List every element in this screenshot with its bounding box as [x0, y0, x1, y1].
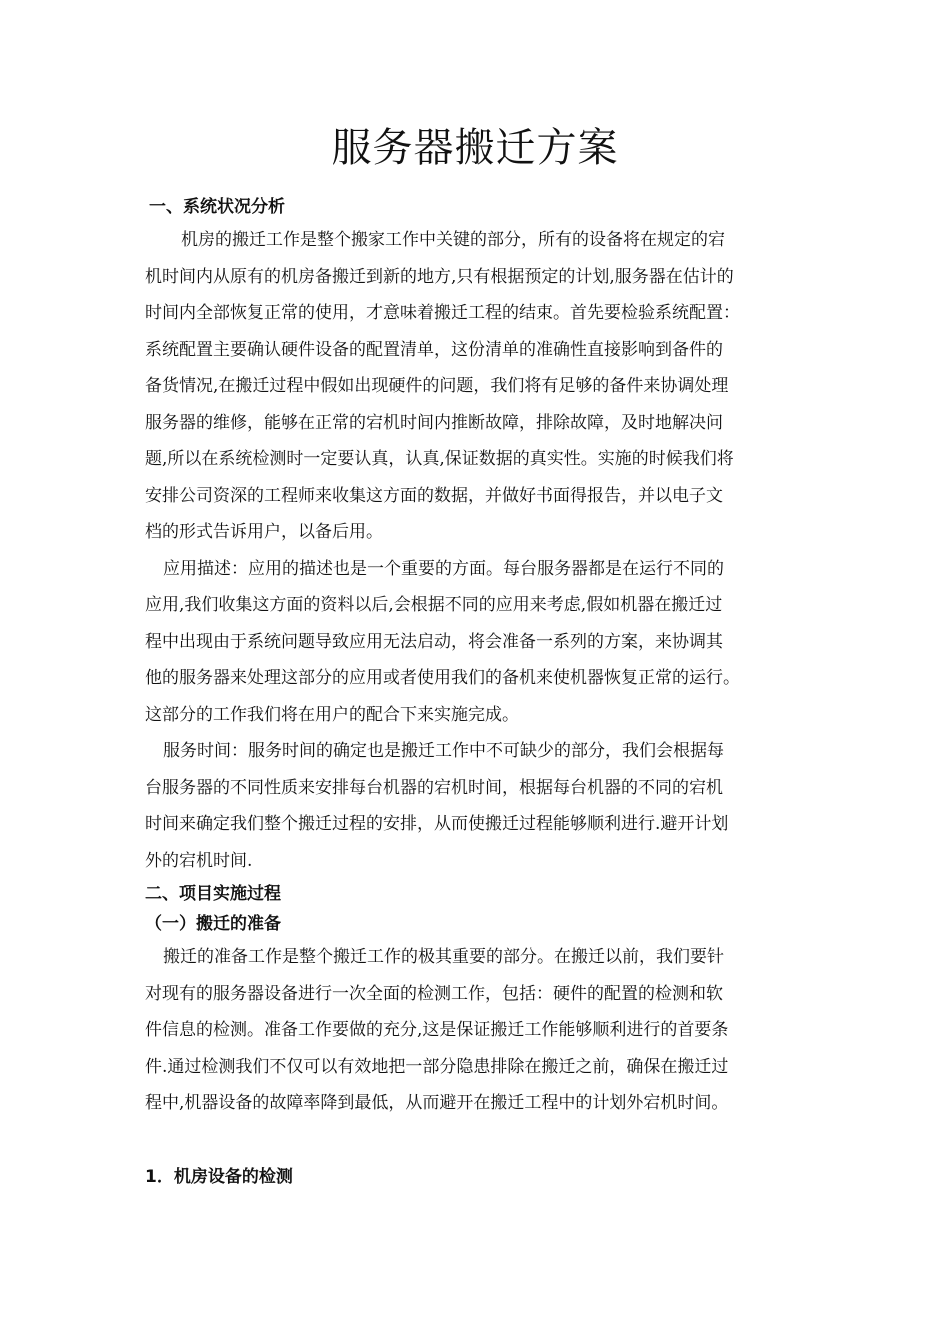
paragraph-line: 搬迁的准备工作是整个搬迁工作的极其重要的部分。在搬迁以前，我们要针: [163, 947, 724, 967]
section-heading-implementation: 二、项目实施过程: [145, 884, 281, 904]
paragraph-line: 机时间内从原有的机房备搬迁到新的地方,只有根据预定的计划,服务器在估计的: [145, 266, 734, 287]
document-body: [145, 192, 810, 1192]
paragraph-preparation: [145, 939, 810, 1122]
paragraph-line: 时间内全部恢复正常的使用，才意味着搬迁工程的结束。首先要检验系统配置：: [145, 303, 740, 323]
paragraph-line: 件.通过检测我们不仅可以有效地把一部分隐患排除在搬迁之前，确保在搬迁过: [145, 1056, 729, 1077]
paragraph-line: 台服务器的不同性质来安排每台机器的宕机时间，根据每台机器的不同的宕机: [145, 777, 723, 798]
paragraph-application-description: [145, 551, 810, 734]
paragraph-service-time: [145, 733, 810, 879]
subsection-heading-preparation: （一）搬迁的准备: [145, 914, 281, 934]
paragraph-line: 机房的搬迁工作是整个搬家工作中关键的部分，所有的设备将在规定的宕: [181, 230, 725, 250]
paragraph-line: 服务器的维修，能够在正常的宕机时间内推断故障，排除故障，及时地解决问: [145, 412, 723, 433]
document-title: 服务器搬迁方案: [331, 125, 619, 171]
paragraph-line: 他的服务器来处理这部分的应用或者使用我们的备机来使机器恢复正常的运行。: [145, 668, 740, 688]
paragraph-line: 应用,我们收集这方面的资料以后,会根据不同的应用来考虑,假如机器在搬迁过: [145, 595, 723, 615]
paragraph-line: 题,所以在系统检测时一定要认真，认真,保证数据的真实性。实施的时候我们将: [145, 449, 734, 469]
spacer: [145, 1122, 810, 1162]
paragraph-line: 这部分的工作我们将在用户的配合下来实施完成。: [145, 704, 519, 725]
section-heading-system-analysis: 一、系统状况分析: [149, 197, 285, 217]
item-heading-equipment-inspection: 1．机房设备的检测: [145, 1166, 293, 1187]
paragraph-line: 服务时间：服务时间的确定也是搬迁工作中不可缺少的部分，我们会根据每: [163, 741, 724, 761]
paragraph-line: 档的形式告诉用户，以备后用。: [145, 522, 383, 542]
paragraph-line: 外的宕机时间.: [145, 850, 253, 871]
paragraph-line: 安排公司资深的工程师来收集这方面的数据，并做好书面得报告，并以电子文: [145, 485, 723, 506]
paragraph-room-relocation: [145, 222, 810, 551]
paragraph-line: 对现有的服务器设备进行一次全面的检测工作，包括：硬件的配置的检测和软: [145, 983, 723, 1004]
paragraph-line: 时间来确定我们整个搬迁过程的安排，从而使搬迁过程能够顺利进行.避开计划: [145, 814, 729, 834]
paragraph-line: 系统配置主要确认硬件设备的配置清单，这份清单的准确性直接影响到备件的: [145, 339, 723, 360]
paragraph-line: 件信息的检测。准备工作要做的充分,这是保证搬迁工作能够顺利进行的首要条: [145, 1020, 729, 1040]
paragraph-line: 程中,机器设备的故障率降到最低，从而避开在搬迁工程中的计划外宕机时间。: [145, 1093, 729, 1113]
paragraph-line: 程中出现由于系统问题导致应用无法启动，将会准备一系列的方案，来协调其: [145, 631, 723, 652]
paragraph-line: 备货情况,在搬迁过程中假如出现硬件的问题，我们将有足够的备件来协调处理: [145, 376, 729, 396]
paragraph-line: 应用描述：应用的描述也是一个重要的方面。每台服务器都是在运行不同的: [163, 558, 724, 579]
